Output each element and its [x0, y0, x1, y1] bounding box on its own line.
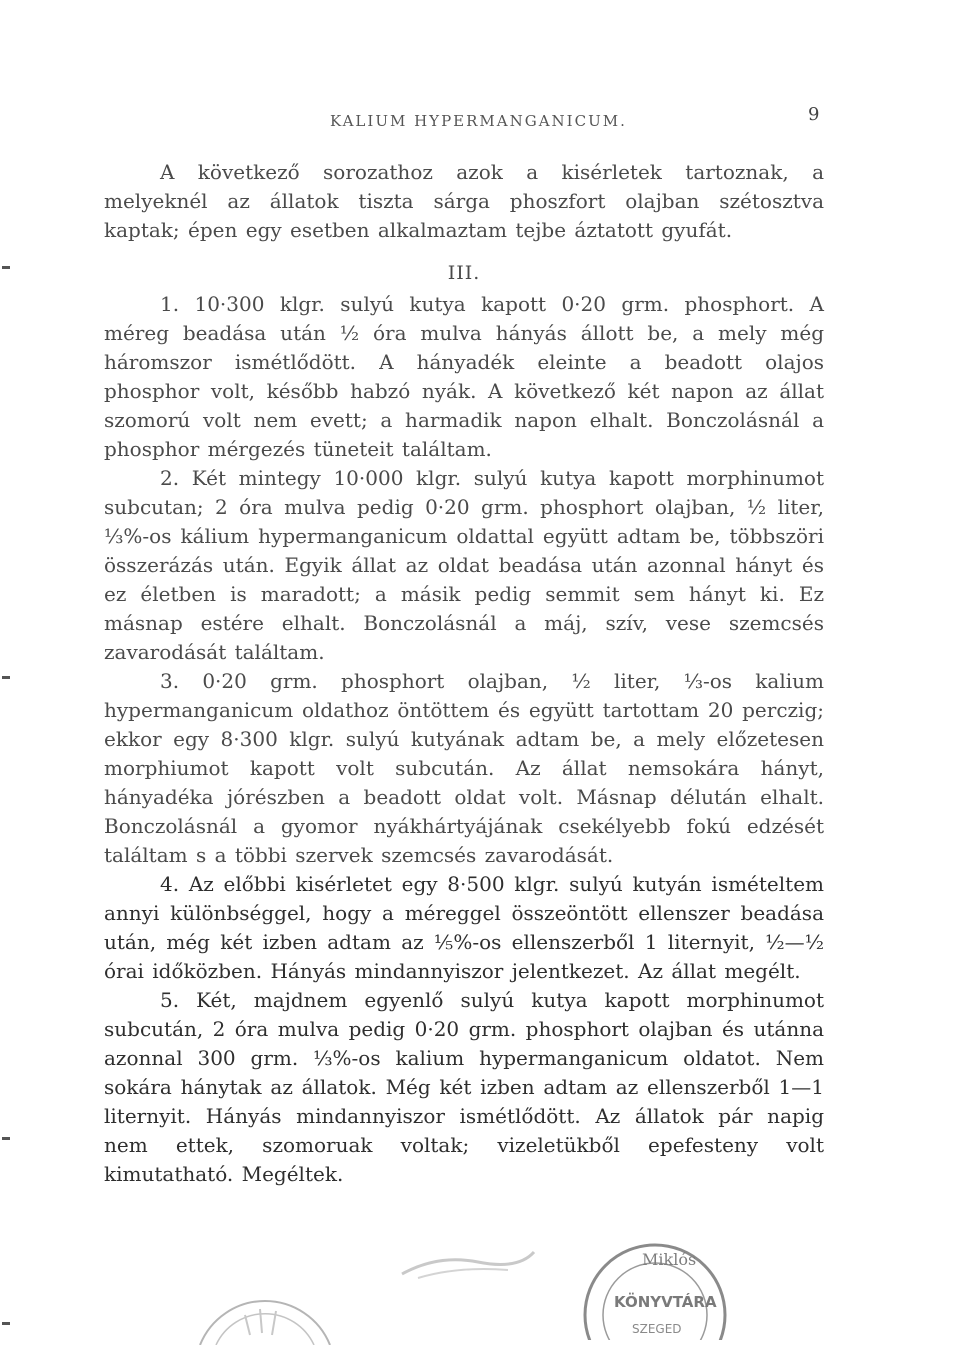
margin-mark: [2, 266, 10, 269]
margin-mark: [2, 1137, 10, 1140]
experiment-paragraph: 5. Két, majdnem egyenlő sulyú kutya kapott morphinumot subcután, 2 óra mulva pedig 0·20 grm. phosphort olajban és utánna azonnal 300 grm. ⅓%-os kalium hypermanganicum oldatot. Nem sokára hánytak az állatok. Még két izben adtam az ellenszerből 1—1 liternyit. Hányás mindannyiszor ismétlődött. Az állatok pár napig nem ettek, szomoruak voltak; vizeletükből epefesteny volt kimutatható. Megéltek.: [104, 988, 824, 1186]
stamp-bottom-text: SZEGED: [632, 1322, 682, 1336]
stamp-arc-text: Miklós: [642, 1250, 697, 1269]
page-number: 9: [808, 104, 820, 125]
ink-smudge: [398, 1244, 538, 1284]
stamp-center-text: KÖNYVTÁRA: [614, 1293, 717, 1311]
experiment-paragraph: 3. 0·20 grm. phosphort olajban, ½ liter, ⅓-os kalium hypermanganicum oldathoz öntöttem és együtt tartottam 20 perczig; ekkor egy 8·300 klgr. sulyú kutyának adtam be, a mely előzetesen morphiumot kapott volt subcután. Az állat nemsokára hányt, hányadéka jórészben a beadott oldat volt. Másnap délután elhalt. Bonczolásnál a gyomor nyákhártyájának csekélyebb fokú edzését találtam s a többi szervek szemcsés zavarodását.: [104, 669, 824, 867]
intro-paragraph: A következő sorozathoz azok a kisérletek tartoznak, a melyeknél az állatok tiszta sárga phoszfort olajban szétosztva kaptak; épen egy esetben alkalmaztam tejbe áztatott gyufát.: [104, 160, 824, 242]
experiment-paragraph: 2. Két mintegy 10·000 klgr. sulyú kutya kapott morphinumot subcutan; 2 óra mulva pedig 0·20 grm. phosphort olajban, ½ liter, ⅓%-os kálium hypermanganicum oldattal együtt adtam be, többszöri összerázás után. Egyik állat az oldat beadása után azonnal hányt és ez életben is maradott; a másik pedig semmit sem hányt ki. Ez másnap estére elhalt. Bonczolásnál a máj, szív, vese szemcsés zavarodását találtam.: [104, 466, 824, 664]
library-stamp-left: [190, 1275, 340, 1345]
experiment-paragraph: 1. 10·300 klgr. sulyú kutya kapott 0·20 grm. phosphort. A méreg beadása után ½ óra mulva hányás állott be, a mely még háromszor ismétlődött. A hányadék eleinte a beadott olajos phosphor volt, később habzó nyák. A következő két napon az állat szomorú volt nem evett; a harmadik napon elhalt. Bonczolásnál a phosphor mérgezés tüneteit találtam.: [104, 292, 824, 461]
margin-mark: [2, 676, 10, 679]
section-heading: III.: [447, 262, 481, 284]
experiment-paragraph: 4. Az előbbi kisérletet egy 8·500 klgr. sulyú kutyán ismételtem annyi különbséggel, hogy a méreggel összeöntött ellenszer beadása után, még két izben adtam az ⅕%-os ellenszerből 1 liternyit, ½—½ órai időközben. Hányás mindannyiszor jelentkezet. Az állat megélt.: [104, 872, 824, 983]
library-stamp-right: [580, 1235, 730, 1340]
body-text: [104, 158, 824, 1189]
margin-mark: [2, 1322, 10, 1325]
running-title: KALIUM HYPERMANGANICUM.: [330, 112, 627, 130]
